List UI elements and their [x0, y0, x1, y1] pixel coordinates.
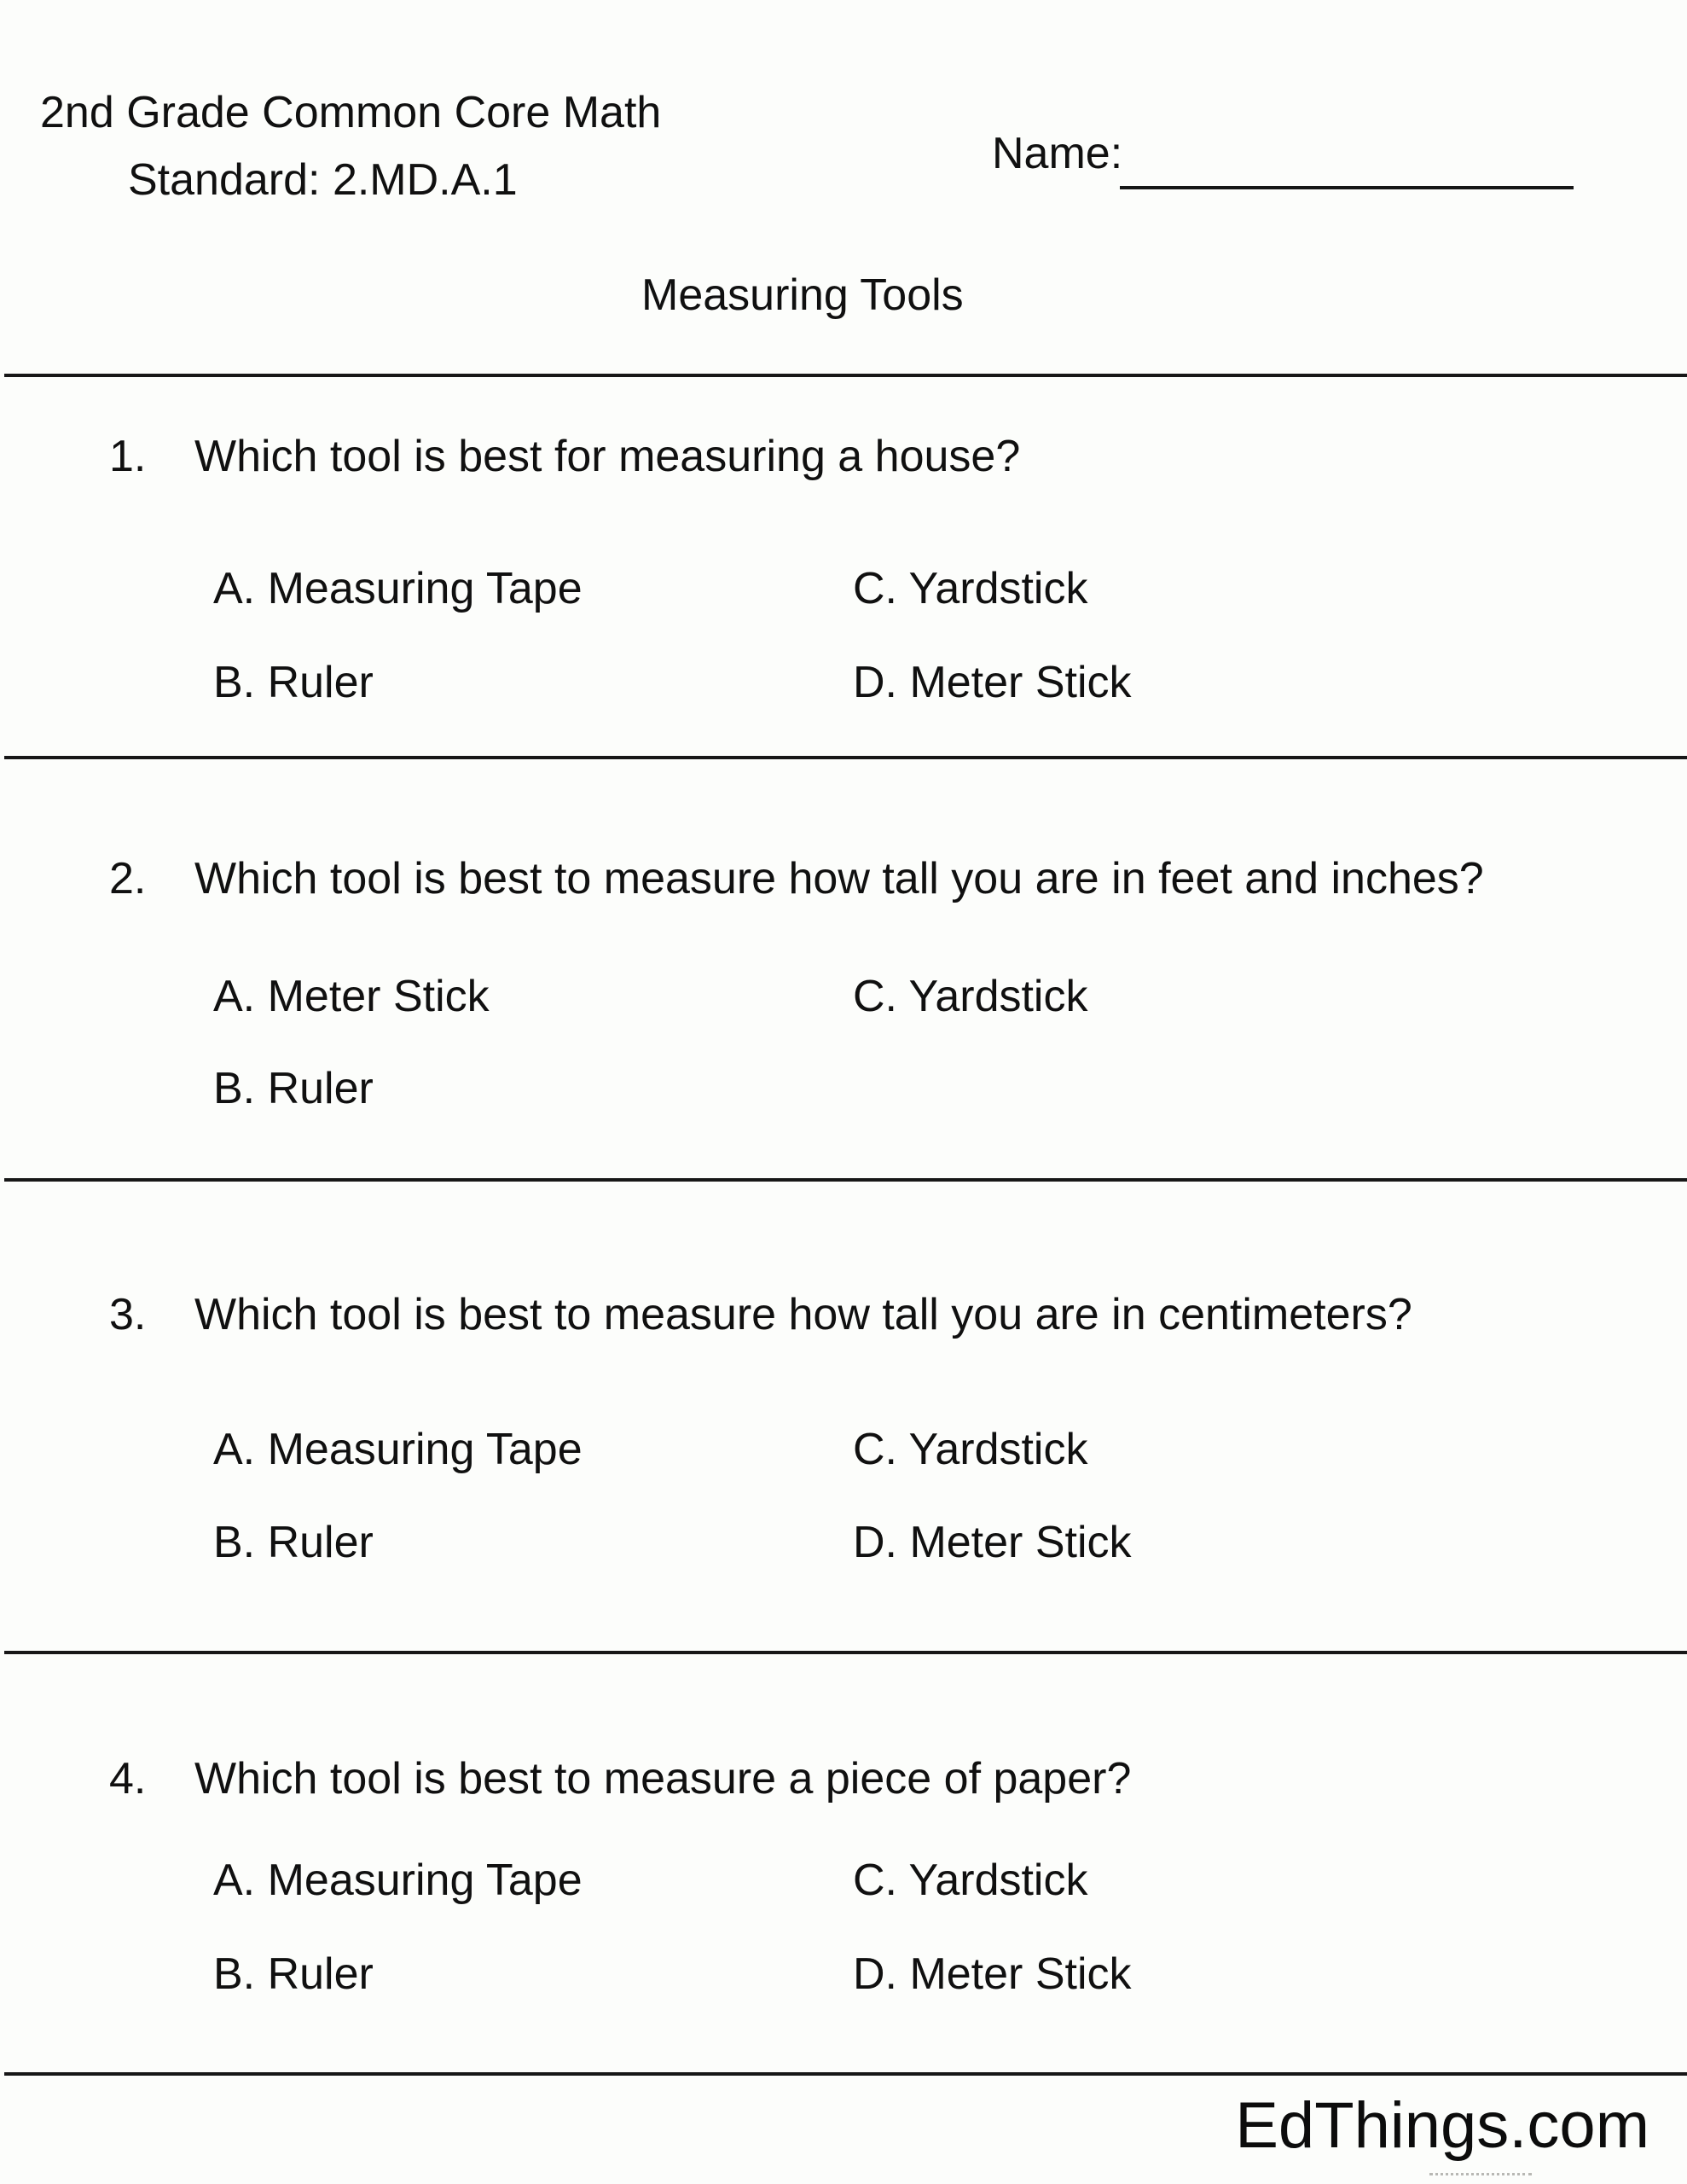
question-2 [109, 853, 1484, 904]
divider-line [4, 1651, 1687, 1654]
question-1-option-b: B. Ruler [213, 658, 374, 707]
question-4-text: Which tool is best to measure a piece of paper? [194, 1754, 1132, 1804]
question-4-option-c: C. Yardstick [853, 1856, 1088, 1905]
question-4-option-d: D. Meter Stick [853, 1949, 1132, 1999]
question-3-number: 3. [109, 1290, 147, 1339]
divider-line [4, 2072, 1687, 2076]
worksheet-title: Measuring Tools [641, 270, 964, 320]
question-2-number: 2. [109, 854, 147, 903]
standard-label: Standard: 2.MD.A.1 [128, 155, 518, 205]
name-label: Name: [992, 129, 1123, 178]
course-heading: 2nd Grade Common Core Math [40, 88, 662, 137]
name-blank-line [1120, 157, 1574, 189]
divider-line [4, 756, 1687, 759]
question-1-option-d: D. Meter Stick [853, 658, 1132, 707]
question-3-option-d: D. Meter Stick [853, 1518, 1132, 1567]
question-3-option-a: A. Measuring Tape [213, 1425, 583, 1474]
question-1-text: Which tool is best for measuring a house? [194, 432, 1021, 481]
question-4-number: 4. [109, 1754, 147, 1804]
question-2-text: Which tool is best to measure how tall you are in feet and inches? [194, 854, 1484, 903]
question-2-option-c: C. Yardstick [853, 972, 1088, 1021]
question-2-option-b: B. Ruler [213, 1064, 374, 1113]
question-1-option-c: C. Yardstick [853, 564, 1088, 613]
site-watermark: EdThings.com [1235, 2089, 1649, 2162]
question-4 [109, 1753, 1131, 1804]
question-4-option-a: A. Measuring Tape [213, 1856, 583, 1905]
question-3 [109, 1289, 1412, 1340]
question-3-option-c: C. Yardstick [853, 1425, 1088, 1474]
scan-artifact-dots [1429, 2173, 1532, 2175]
divider-line [4, 1178, 1687, 1182]
question-1 [109, 431, 1020, 482]
question-3-text: Which tool is best to measure how tall you are in centimeters? [194, 1290, 1412, 1339]
question-1-option-a: A. Measuring Tape [213, 564, 583, 613]
divider-line [4, 374, 1687, 377]
question-1-number: 1. [109, 432, 147, 481]
question-2-option-a: A. Meter Stick [213, 972, 490, 1021]
question-3-option-b: B. Ruler [213, 1518, 374, 1567]
question-4-option-b: B. Ruler [213, 1949, 374, 1999]
